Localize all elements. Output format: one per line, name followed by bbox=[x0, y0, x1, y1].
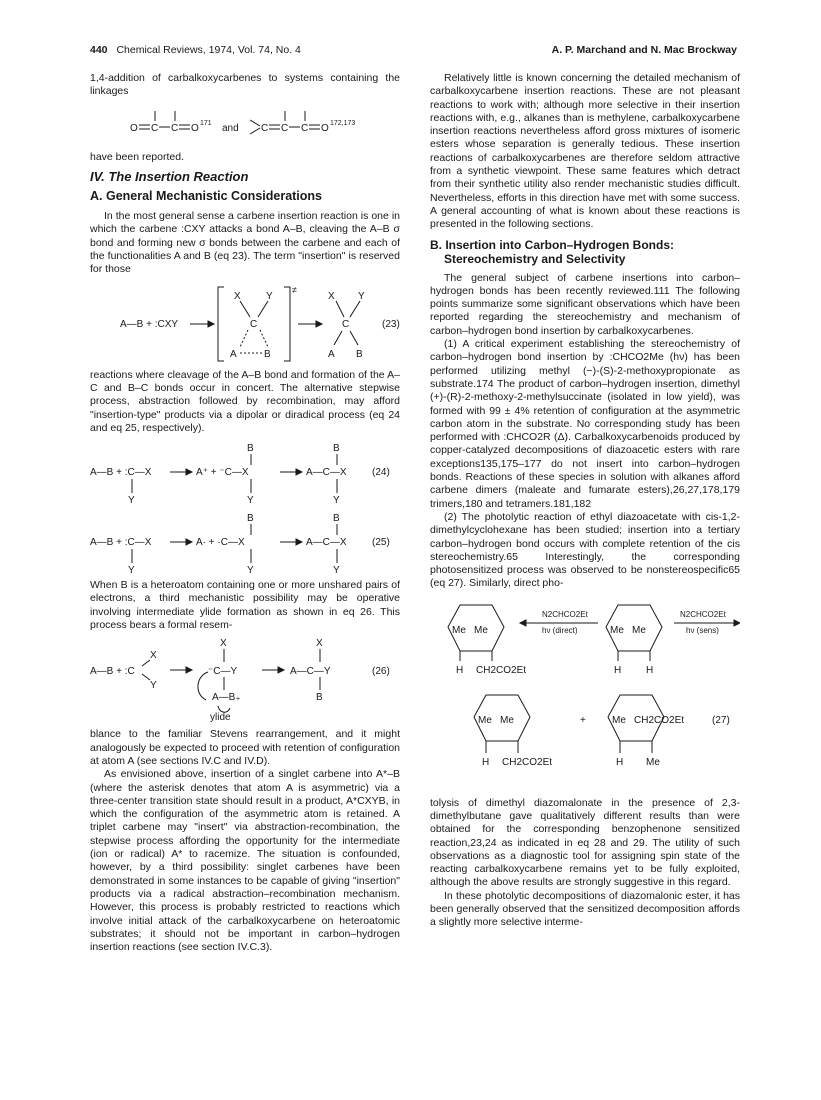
substituent-label: CH2CO2Et bbox=[502, 756, 553, 768]
svg-text:Y: Y bbox=[358, 290, 365, 302]
svg-text:C: C bbox=[151, 122, 159, 134]
paragraph: In these photolytic decompositions of diazomalonic ester, it has been generally observed that the sensitized decomposition affords a slightly more selective interme- bbox=[430, 889, 740, 929]
reagent-label: N2CHCO2Et bbox=[542, 609, 588, 619]
eq23-number: (23) bbox=[382, 318, 400, 330]
plus-sign: + bbox=[580, 714, 586, 726]
svg-text:A: A bbox=[230, 348, 237, 360]
equation-24 bbox=[90, 439, 400, 505]
svg-text:B: B bbox=[356, 348, 363, 360]
methyl-label: Me bbox=[474, 624, 488, 636]
svg-text:A—C—X: A—C—X bbox=[306, 537, 347, 549]
svg-text:Y: Y bbox=[150, 680, 157, 692]
svg-text:B: B bbox=[264, 348, 271, 360]
hydrogen-label: H bbox=[482, 756, 490, 768]
svg-text:B: B bbox=[333, 513, 340, 525]
svg-text:C: C bbox=[261, 122, 269, 134]
methyl-label: Me bbox=[500, 714, 514, 726]
svg-text:O: O bbox=[130, 122, 138, 134]
svg-text:A⁺ + ⁻C—X: A⁺ + ⁻C—X bbox=[196, 467, 249, 479]
svg-text:C: C bbox=[250, 318, 258, 330]
subsection-heading: A. General Mechanistic Considerations bbox=[90, 189, 323, 204]
reagent-label: N2CHCO2Et bbox=[680, 609, 726, 619]
svg-text:C: C bbox=[342, 318, 350, 330]
paragraph: Relatively little is known concerning the detailed mechanism of carbalkoxycarbene insertion reactions. These are not pleasant reactions to work with; although more selective in their insertion reactions with, e.g., alkanes than is methylene, carbalkoxycarbene insertion reactions nevertheless afford gross mixtures of isomeric esters whose separation is generally tedious. These insertion reactions of carbalkoxycarbenes are therefore seldom attractive from a synthetic viewpoint. These same features which detract from their synthetic utility also render mechanistic studies difficult. Nevertheless, efforts in this direction have met with some success. A general accounting of what is known about these reactions is presented in the following sections. bbox=[430, 72, 740, 231]
paragraph: blance to the familiar Stevens rearrangement, and it might analogously be expected to proceed with retention of configuration at atom A (see sections IV.C and IV.D). bbox=[90, 728, 400, 767]
hydrogen-label: H bbox=[616, 756, 624, 768]
hydrogen-label: H bbox=[646, 664, 654, 676]
eq24-number: (24) bbox=[372, 467, 390, 479]
svg-text:Y: Y bbox=[333, 565, 340, 576]
svg-text:X: X bbox=[220, 638, 227, 650]
svg-text:X: X bbox=[150, 650, 157, 662]
left-column bbox=[90, 72, 400, 954]
running-header-authors: A. P. Marchand and N. Mac Brockway bbox=[551, 44, 737, 56]
eq25-number: (25) bbox=[372, 537, 390, 549]
svg-text:Y: Y bbox=[128, 495, 135, 506]
paragraph: The general subject of carbene insertions into carbon–hydrogen bonds has been recently reviewed.111 The following points summarize some significant observations which have been reported regarding the stereochemistry and mechanism of carbon–hydrogen bond insertion by carbalkoxycarbenes. bbox=[430, 271, 740, 337]
right-column bbox=[430, 72, 740, 930]
svg-text:C: C bbox=[301, 122, 309, 134]
svg-text:B: B bbox=[316, 692, 323, 704]
svg-text:Y: Y bbox=[266, 290, 273, 302]
equation-23 bbox=[90, 281, 400, 365]
condition-sens: hν (sens) bbox=[686, 625, 719, 635]
subsection-heading: B. Insertion into Carbon–Hydrogen Bonds: Stereochemistry and Selectivity bbox=[430, 237, 675, 266]
svg-text:Y: Y bbox=[247, 565, 254, 576]
svg-text:X: X bbox=[316, 638, 323, 650]
svg-text:A—C—X: A—C—X bbox=[306, 467, 347, 479]
svg-text:B: B bbox=[333, 443, 340, 455]
methyl-label: Me bbox=[478, 714, 492, 726]
svg-text:X: X bbox=[328, 290, 335, 302]
equation-25 bbox=[90, 509, 400, 575]
svg-text:⁻C—Y: ⁻C—Y bbox=[208, 666, 238, 678]
svg-text:B: B bbox=[247, 443, 254, 455]
svg-text:X: X bbox=[234, 290, 241, 302]
citation-superscript: 172,173 bbox=[330, 119, 356, 127]
svg-text:Y: Y bbox=[333, 495, 340, 506]
methyl-label: Me bbox=[646, 756, 660, 768]
paragraph: (1) A critical experiment establishing the stereochemistry of carbon–hydrogen bond insertion by :CHCO2Me (hν) has been performed utilizing methyl (−)-(S)-2-methoxypropionate as substrate.174 The product of carbon–hydrogen insertion, dimethyl (+)-(R)-2-methoxy-2-methylsuccinate (isolated in low yield), was formed with 99 ± 4% retention of configuration at the asymmetric carbon atom in the substrate. No corresponding study has been performed with :CHCO2R (Δ). Carbalkoxycarbenoids produced by copper-catalyzed decompositions of diazoacetic esters with rare exceptions135,175–177 do not insert into carbon–hydrogen bonds. Reactions of these species in solution with alkanes afford carbene dimers (maleate and fumarate esters),26,27,178,179 trimers,180 and tetramers.181,182 bbox=[430, 338, 740, 510]
paragraph: In the most general sense a carbene insertion reaction is one in which the carbene :CXY attacks a bond A–B, cleaving the A–B σ bond and forming new σ bonds between the carbene and each of the functionalities A and B (eq 23). The term "insertion" is reserved for those bbox=[90, 210, 400, 276]
equation-26 bbox=[90, 636, 400, 724]
citation-superscript: 171 bbox=[200, 119, 212, 127]
paragraph: have been reported. bbox=[90, 150, 184, 163]
methyl-label: Me bbox=[632, 624, 646, 636]
svg-text:A—B + :C—X: A—B + :C—X bbox=[90, 467, 152, 479]
methyl-label: Me bbox=[612, 714, 626, 726]
svg-text:A—B + :C: A—B + :C bbox=[90, 666, 135, 678]
running-header-left bbox=[90, 44, 301, 56]
methyl-label: Me bbox=[610, 624, 624, 636]
svg-text:O: O bbox=[321, 122, 329, 134]
svg-text:Y: Y bbox=[128, 565, 135, 576]
linkage-structures-figure bbox=[90, 103, 400, 147]
journal-citation: Chemical Reviews, 1974, Vol. 74, No. 4 bbox=[116, 44, 301, 56]
hydrogen-label: H bbox=[456, 664, 464, 676]
substituent-label: CH2CO2Et bbox=[476, 664, 527, 676]
svg-text:A: A bbox=[328, 348, 335, 360]
paragraph: 1,4-addition of carbalkoxycarbenes to systems containing the linkages bbox=[90, 72, 400, 98]
paragraph: (2) The photolytic reaction of ethyl diazoacetate with cis-1,2-dimethylcyclohexane has been studied; insertion into a tertiary carbon–hydrogen bond occurs with complete retention of the cis stereochemistry.65 Interestingly, the corresponding photosensitized process was observed to be nonstereospecific65 (eq 27). Similarly, direct pho- bbox=[430, 510, 740, 590]
eq26-number: (26) bbox=[372, 666, 390, 678]
equation-27 bbox=[430, 599, 740, 789]
paragraph: When B is a heteroatom containing one or more unshared pairs of electrons, a third mechanistic possibility may be operative involving intermediate ylide formation as shown in eq 26. This process bears a formal resem- bbox=[90, 579, 400, 632]
svg-text:O: O bbox=[191, 122, 199, 134]
paragraph: reactions where cleavage of the A–B bond and formation of the A–C and B–C bonds occur in concert. The alternative stepwise process, abstraction followed by recombination, may afford "insertion-type" products via a dipolar or diradical process (eq 24 and eq 25, respectively). bbox=[90, 368, 400, 434]
eq23-reactants: A—B + :CXY bbox=[120, 318, 179, 330]
section-heading: IV. The Insertion Reaction bbox=[90, 168, 249, 184]
svg-text:A—B₊: A—B₊ bbox=[212, 692, 241, 704]
conjunction-label: and bbox=[222, 122, 239, 134]
eq27-number: (27) bbox=[712, 714, 730, 726]
svg-text:A—C—Y: A—C—Y bbox=[290, 666, 331, 678]
svg-text:C: C bbox=[171, 122, 179, 134]
svg-text:C: C bbox=[281, 122, 289, 134]
page-number: 440 bbox=[90, 44, 108, 56]
svg-text:A—B + :C—X: A—B + :C—X bbox=[90, 537, 152, 549]
methyl-label: Me bbox=[452, 624, 466, 636]
paragraph: As envisioned above, insertion of a singlet carbene into A*–B (where the asterisk denotes that atom A is asymmetric) via a three-center transition state should result in a product, A*CXYB, in which the configuration of the asymmetric atom is retained. A triplet carbene may "insert" via abstraction-recombination, the stepwise process affording the opportunity for the intermediate (ion or radical) A* to racemize. The situation is confounded, however, by a third possibility: singlet carbenes have been demonstrated in some instances to be capable of giving "insertion" products via a radical abstraction–recombination mechanism. However, this process is probably restricted to reactions which involve initial attack of the carbalkoxycarbene on heteroatomic substrates; it should not be important in carbon–hydrogen insertion reactions (see section IV.C.3). bbox=[90, 768, 400, 954]
paragraph: tolysis of dimethyl diazomalonate in the presence of 2,3-dimethylbutane gave qualitatively different results than were obtained for the corresponding benzophenone sensitized reaction,23,24 as indicated in eq 28 and 29. The utility of such observations as a diagnostic tool for assigning spin state of the reacting carbalkoxycarbene remains yet to be fully exploited, although the above results are strongly suggestive in this regard. bbox=[430, 796, 740, 889]
condition-direct: hν (direct) bbox=[542, 625, 578, 635]
svg-text:B: B bbox=[247, 513, 254, 525]
substituent-label: CH2CO2Et bbox=[634, 714, 685, 726]
svg-text:Y: Y bbox=[247, 495, 254, 506]
svg-text:A· + ·C—X: A· + ·C—X bbox=[196, 537, 245, 549]
ylide-label: ylide bbox=[210, 712, 231, 724]
svg-text:≠: ≠ bbox=[292, 284, 297, 295]
hydrogen-label: H bbox=[614, 664, 622, 676]
